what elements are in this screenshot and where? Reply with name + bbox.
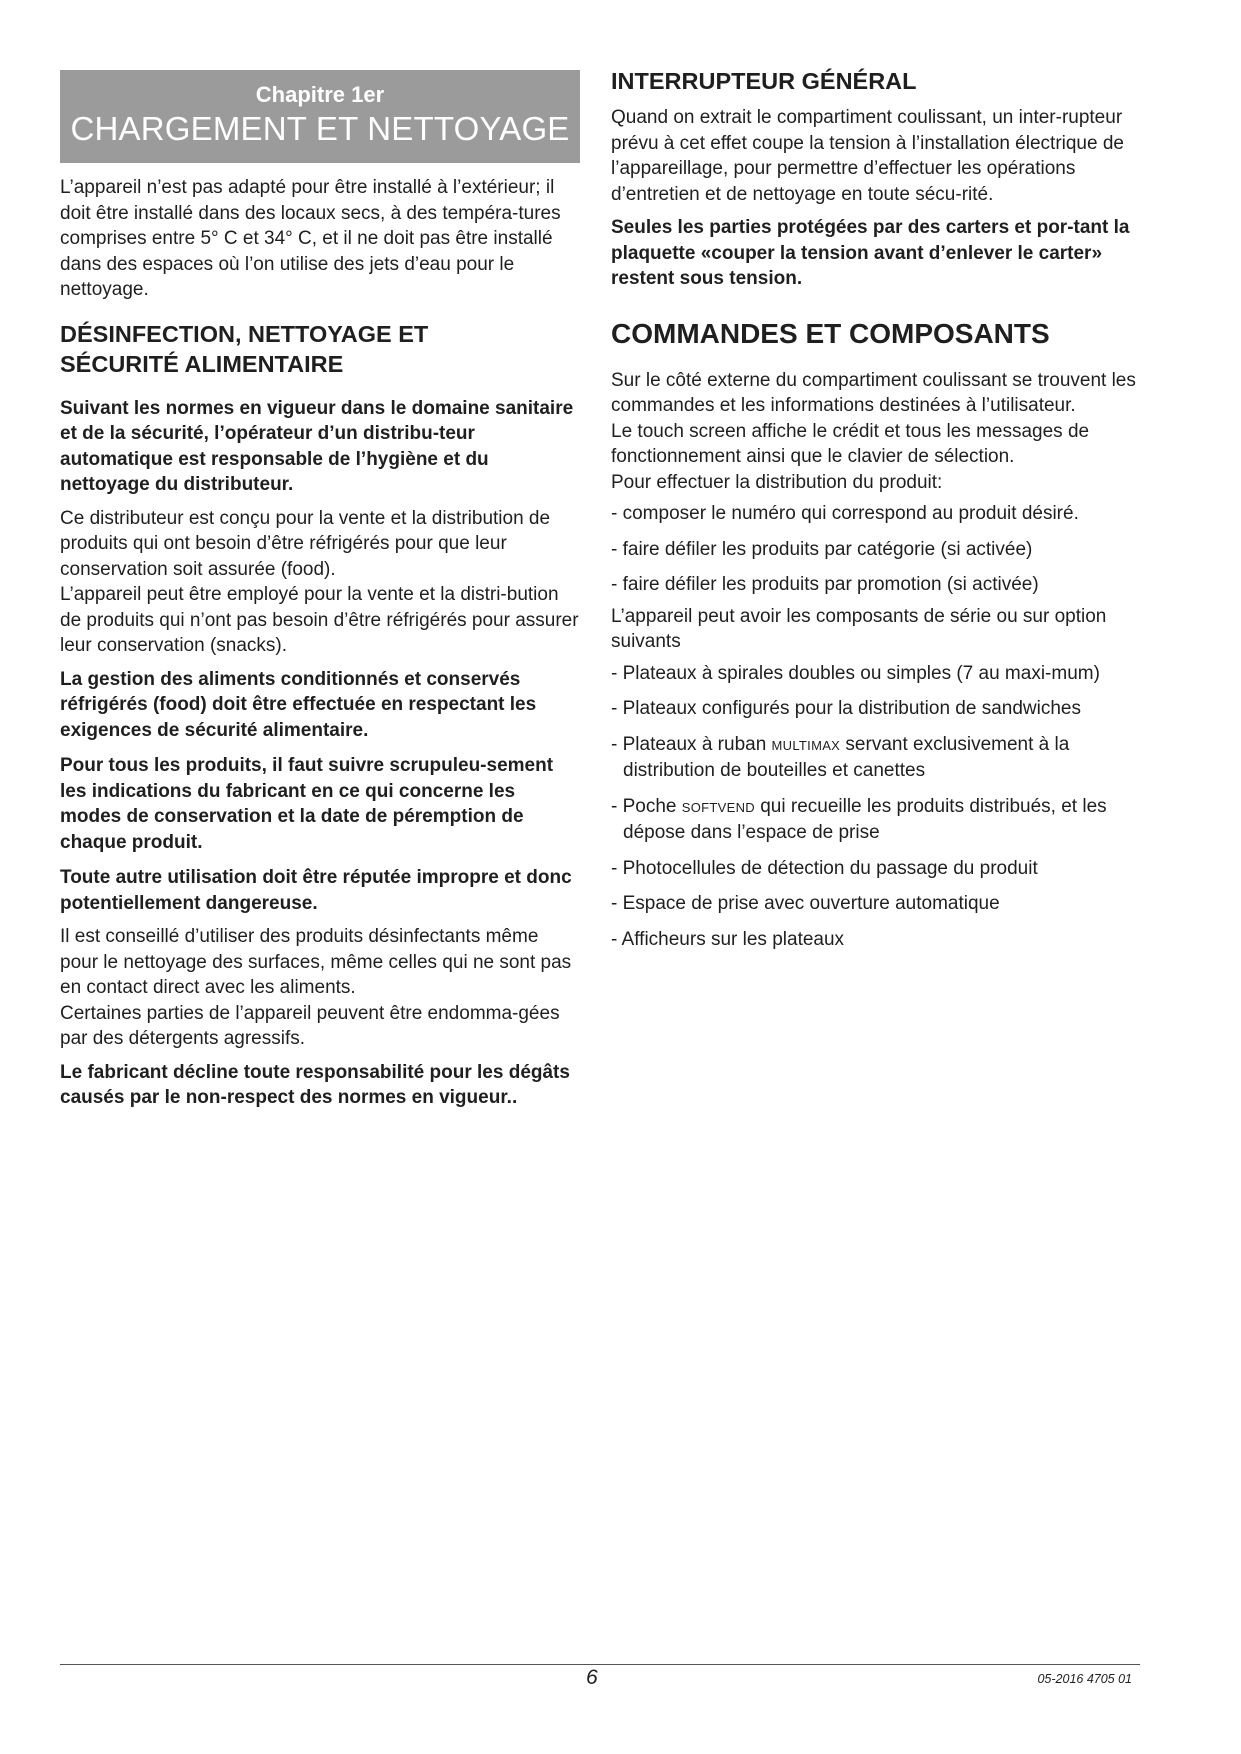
improper-use-paragraph: Toute autre utilisation doit être réputée impropre et donc potentiellement dangereuse. [60,867,572,914]
item-text-post: qui recueille les produits distribués, et les dépose dans l’espace de prise [623,795,1107,843]
list-item: - Afficheurs sur les plateaux [611,928,845,950]
touch-screen-paragraph: Le touch screen affiche le crédit et tous les messages de fonctionnement ainsi que le clavier de sélection. [611,420,1090,467]
chapter-title: CHARGEMENT ET NETTOYAGE [70,110,570,147]
food-safety-paragraph: La gestion des aliments conditionnés et conservés réfrigérés (food) doit être effectuée en respectant les exigences de sécurité alimentaire. [60,668,537,741]
item-text-post: servant exclusivement à la distribution de bouteilles et canettes [623,733,1070,781]
live-parts-paragraph: Seules les parties protégées par des carters et por-tant la plaquette «couper la tension avant d’enlever le carter» restent sous tension. [611,217,1130,289]
controls-location-paragraph: Sur le côté externe du compartiment coulissant se trouvent les commandes et les informations destinées à l’utilisateur. [611,369,1136,416]
detergent-warning-paragraph: Certaines parties de l’appareil peuvent être endomma-gées par des détergents agressifs. [60,1002,560,1049]
disinfectant-paragraph: Il est conseillé d’utiliser des produits désinfectants même pour le nettoyage des surfaces, même celles qui ne sont pas en contact direct avec les aliments. [60,926,572,998]
list-item: - Espace de prise avec ouverture automatique [611,893,1000,914]
chapter-label: Chapitre 1er [255,82,385,107]
food-paragraph: Ce distributeur est conçu pour la vente et la distribution de produits qui ont besoin d’être réfrigérés pour que leur conservation soit assurée (food). [60,507,551,580]
section-title-controls: COMMANDES ET COMPOSANTS [611,317,1050,349]
page-number: 6 [586,1666,598,1689]
brand-softvend: SOFTVEND [681,799,755,815]
snacks-paragraph: L’appareil peut être employé pour la vente et la distri-bution de produits qui n’ont pas besoin d’être réfrigérés pour assurer leur conservation (snacks). [60,584,579,656]
chapter-header [60,70,580,163]
distribution-intro-paragraph: Pour effectuer la distribution du produit: [611,471,943,493]
list-item: - composer le numéro qui correspond au produit désiré. [611,503,1079,524]
list-item: - Plateaux à spirales doubles ou simples (7 au maxi-mum) [611,662,1100,684]
list-item: - Plateaux configurés pour la distribution de sandwiches [611,698,1081,719]
liability-paragraph: Le fabricant décline toute responsabilité pour les dégâts causés par le non-respect des normes en vigueur.. [60,1061,570,1108]
regulation-paragraph: Suivant les normes en vigueur dans le domaine sanitaire et de la sécurité, l’opérateur d’un distribu-teur automatique est responsable de l’hygiène et du nettoyage du distributeur. [60,397,574,495]
list-item: - faire défiler les produits par promotion (si activée) [611,574,1039,595]
item-text-pre: - Plateaux à ruban [611,733,772,755]
section-title-disinfection [60,319,580,379]
section-title-line-1: DÉSINFECTION, NETTOYAGE ET [60,320,429,347]
list-item: - Photocellules de détection du passage du produit [611,857,1038,879]
intro-paragraph: L’appareil n’est pas adapté pour être installé à l’extérieur; il doit être installé dans des locaux secs, à des tempéra-tures comprises entre 5° C et 34° C, et il ne doit pas être installé dans des espaces où l’on utilise des jets d’eau pour le nettoyage. [60,177,561,300]
list-item: - faire défiler les produits par catégorie (si activée) [611,538,1033,560]
document-code: 05-2016 4705 01 [1037,1672,1132,1686]
manufacturer-instructions-paragraph: Pour tous les produits, il faut suivre scrupuleu-sement les indications du fabricant en ce qui concerne les modes de conservation et la date de péremption de chaque produit. [60,755,554,853]
brand-multimax: MULTIMAX [771,737,841,753]
list-item [611,732,1136,784]
footer-divider [60,1664,1140,1665]
item-text-pre: - Poche [611,795,682,817]
list-item [611,794,1136,846]
components-intro-paragraph: L’appareil peut avoir les composants de série ou sur option suivants [611,605,1107,652]
main-switch-paragraph: Quand on extrait le compartiment coulissant, un inter-rupteur prévu à cet effet coupe la tension à l’installation électrique de l’appareillage, pour permettre d’effectuer les opérations d’entretien et de nettoyage en toute sécu-rité. [611,107,1124,205]
left-column [60,70,580,1119]
right-column [611,66,1136,962]
section-title-main-switch: INTERRUPTEUR GÉNÉRAL [611,68,917,94]
section-title-line-2: SÉCURITÉ ALIMENTAIRE [60,350,344,377]
